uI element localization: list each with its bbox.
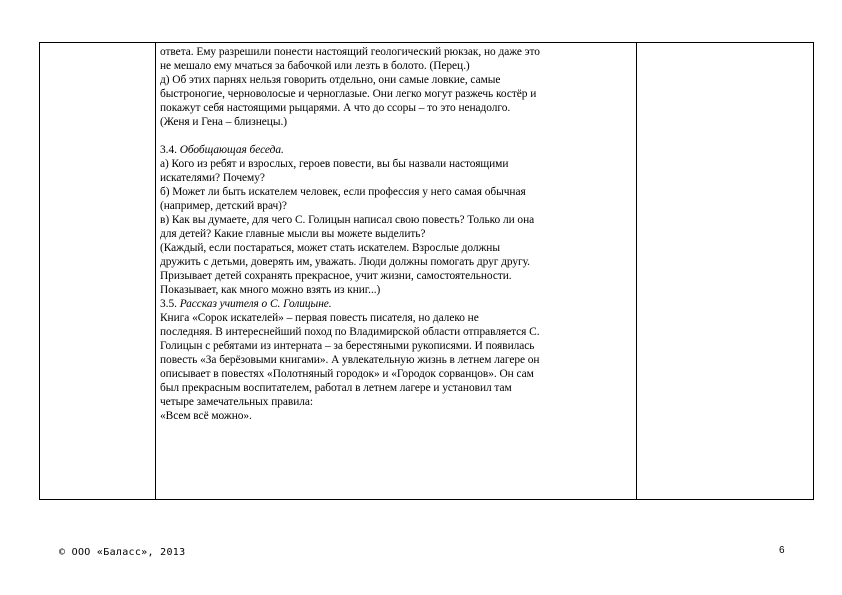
- content-cell: [156, 43, 637, 500]
- section-title: Обобщающая беседа.: [179, 144, 284, 156]
- text-line: не мешало ему мчаться за бабочкой или лезть в болото. (Перец.): [160, 60, 470, 72]
- text-line: д) Об этих парнях нельзя говорить отдельно, они самые ловкие, самые: [160, 74, 501, 86]
- text-line: Голицын с ребятами из интерната – за берестяными рукописями. И появилась: [160, 340, 535, 352]
- section-heading-3-5: [160, 297, 632, 311]
- text-line: искателями? Почему?: [160, 172, 265, 184]
- footer-copyright: © ООО «Баласс», 2013: [59, 547, 186, 558]
- lesson-table: [39, 42, 814, 500]
- text-line: «Всем всё можно».: [160, 410, 252, 422]
- text-line: для детей? Какие главные мысли вы можете выделить?: [160, 228, 426, 240]
- text-line: четыре замечательных правила:: [160, 396, 314, 408]
- section-heading-3-4: [160, 143, 632, 157]
- text-line: а) Кого из ребят и взрослых, героев повести, вы бы назвали настоящими: [160, 158, 509, 170]
- text-line: последняя. В интереснейший поход по Владимирской области отправляется С.: [160, 326, 540, 338]
- text-line: б) Может ли быть искателем человек, если профессия у него самая обычная: [160, 186, 526, 198]
- text-line: быстроногие, черноволосые и черноглазые. Они легко могут разжечь костёр и: [160, 88, 537, 100]
- text-line: Книга «Сорок искателей» – первая повесть писателя, но далеко не: [160, 312, 479, 324]
- notes-cell: [637, 43, 814, 500]
- text-line: (Каждый, если постараться, может стать искателем. Взрослые должны: [160, 242, 500, 254]
- text-line: повесть «За берёзовыми книгами». А увлекательную жизнь в летнем лагере он: [160, 354, 540, 366]
- stage-cell: [40, 43, 156, 500]
- section-title: Рассказ учителя о С. Голицыне.: [179, 298, 332, 310]
- table-row: [40, 43, 814, 500]
- text-line: (например, детский врач)?: [160, 200, 287, 212]
- text-line: покажут себя настоящими рыцарями. А что до ссоры – то это ненадолго.: [160, 102, 511, 114]
- lesson-content: [156, 43, 636, 423]
- text-line: Показывает, как много можно взять из книг...): [160, 284, 381, 296]
- text-line: описывает в повестях «Полотняный городок» и «Городок сорванцов». Он сам: [160, 368, 534, 380]
- page-number: 6: [779, 545, 785, 556]
- text-line: дружить с детьми, доверять им, уважать. Люди должны помогать друг другу.: [160, 256, 530, 268]
- section-number: 3.5.: [160, 298, 180, 310]
- text-line: ответа. Ему разрешили понести настоящий геологический рюкзак, но даже это: [160, 46, 540, 58]
- text-line: (Женя и Гена – близнецы.): [160, 116, 287, 128]
- text-line: Призывает детей сохранять прекрасное, учит жизни, самостоятельности.: [160, 270, 512, 282]
- text-line: был прекрасным воспитателем, работал в летнем лагере и установил там: [160, 382, 512, 394]
- text-line: в) Как вы думаете, для чего С. Голицын написал свою повесть? Только ли она: [160, 214, 535, 226]
- section-number: 3.4.: [160, 144, 180, 156]
